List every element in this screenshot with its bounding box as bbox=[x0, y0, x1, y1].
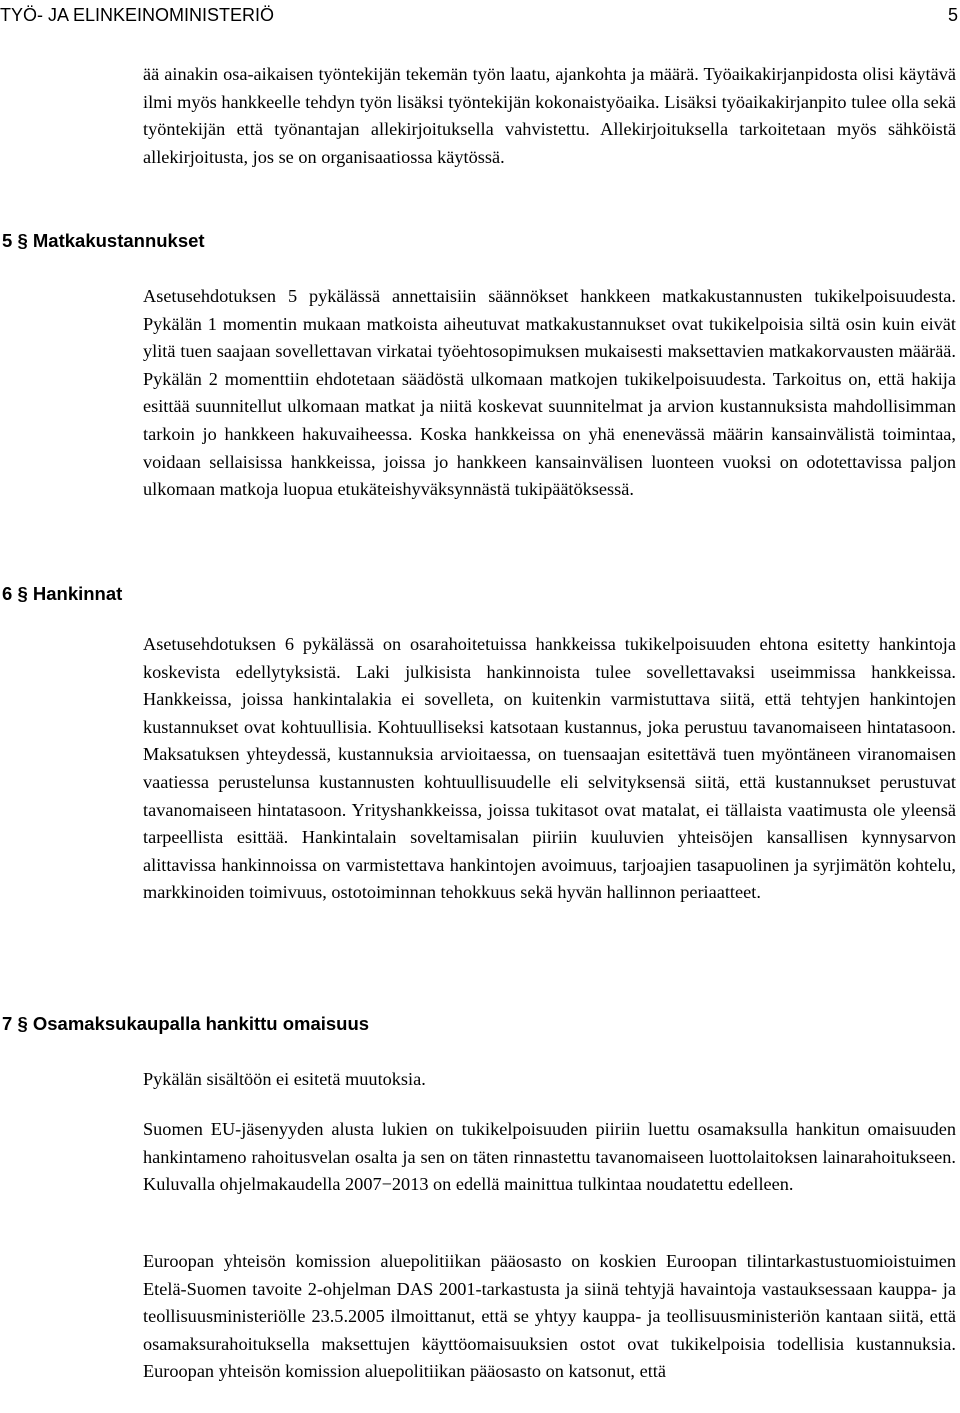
paragraph-section-7-intro: Pykälän sisältöön ei esitetä muutoksia. bbox=[143, 1069, 426, 1089]
paragraph-section-7-eu: Suomen EU-jäsenyyden alusta lukien on tukikelpoisuuden piiriin luettu osamaksulla hankitun omaisuuden hankintameno rahoitusvelan osalta ja sen on täten rinnastettu tavanomaiseen luottolaitoksen lainarahoitukseen. Kuluvalla ohjelmakaudella 2007−2013 on edellä mainittua tulkintaa noudatettu edelleen. bbox=[143, 1119, 956, 1195]
section-heading-6 bbox=[2, 581, 122, 607]
section-heading-5 bbox=[2, 228, 205, 254]
page-number: 5 bbox=[947, 5, 958, 25]
paragraph-section-5: Asetusehdotuksen 5 pykälässä annettaisiin säännökset hankkeen matkakustannusten tukikelpoisuudesta. Pykälän 1 momentin mukaan matkoista aiheutuvat matkakustannukset ovat tukikelpoisia siltä osin kuin eivät ylitä tuen saajaan sovellettavan virkatai työehtosopimuksen mukaisesti maksettavien matkakorvausten määrää. Pykälän 2 momenttiin ehdotetaan säädöstä ulkomaan matkojen tukikelpoisuudesta. Tarkoitus on, että hakija esittää suunnitellut ulkomaan matkat ja niitä koskevat suunnitelmat ja arvion kustannuksista mahdollisimman tarkoin jo hankkeen hakuvaiheessa. Koska hankkeissa on yhä enenevässä määrin kansainvälistä toimintaa, voidaan sellaisissa hankkeissa, joissa jo hankkeen kansainvälisen luonteen vuoksi on odotettavissa paljon ulkomaan matkoja luopua etukäteishyväksynnästä tukipäätöksessä. bbox=[143, 286, 956, 500]
header-ministry: TYÖ- JA ELINKEINOMINISTERIÖ bbox=[0, 5, 275, 25]
section-number: 7 bbox=[2, 1013, 13, 1034]
section-symbol: § bbox=[17, 230, 28, 251]
section-title: Hankinnat bbox=[32, 583, 123, 604]
page-header bbox=[0, 2, 960, 28]
section-title: Matkakustannukset bbox=[32, 230, 205, 251]
paragraph-section-6: Asetusehdotuksen 6 pykälässä on osarahoitetuissa hankkeissa tukikelpoisuuden ehtona esitetty hankintoja koskevista edellytyksistä. Laki julkisista hankinnoista tulee sovellettavaksi useimmissa hankkeissa. Hankkeissa, joissa hankintalakia ei sovelleta, on kuitenkin varmistuttava siitä, että tehtyjen hankintojen kustannukset ovat kohtuullisia. Kohtuulliseksi katsotaan kustannus, joka perustuu tavanomaiseen hintatasoon. Maksatuksen yhteydessä, kustannuksia arvioitaessa, on tuensaajan esitettävä tuen myöntäneen viranomaisen vaatiessa perustelunsa kustannusten kohtuullisuudelle eli selvityksensä siitä, että kustannukset perustuvat tavanomaiseen hintatasoon. Yrityshankkeissa, joissa tukitasot ovat matalat, ei tällaista vaatimusta ole yleensä tarpeellista esittää. Hankintalain soveltamisalan piiriin kuuluvien yhteisöjen kansallisen kynnysarvon alittavissa hankinnoissa on varmistettava hankintojen avoimuus, tarjoajien tasapuolinen ja syrjimätön kohtelu, markkinoiden toimivuus, ostotoiminnan tehokkuus sekä hyvän hallinnon periaatteet. bbox=[143, 634, 956, 903]
section-symbol: § bbox=[17, 1013, 28, 1034]
section-number: 6 bbox=[2, 583, 13, 604]
section-number: 5 bbox=[2, 230, 13, 251]
section-heading-7 bbox=[2, 1011, 369, 1037]
paragraph-timesheet: ää ainakin osa-aikaisen työntekijän tekemän työn laatu, ajankohta ja määrä. Työaikakirjanpidosta olisi käytävä ilmi myös hankkeelle tehdyn työn lisäksi työntekijän kokonaistyöaika. Lisäksi työaikakirjanpito tulee olla sekä työntekijän että työnantajan allekirjoituksella vahvistettu. Allekirjoituksella tarkoitetaan myös sähköistä allekirjoitusta, jos se on organisaatiossa käytössä. bbox=[143, 64, 956, 167]
section-title: Osamaksukaupalla hankittu omaisuus bbox=[32, 1013, 370, 1034]
paragraph-section-7-commission: Euroopan yhteisön komission aluepolitiikan pääosasto on koskien Euroopan tilintarkastustuomioistuimen Etelä-Suomen tavoite 2-ohjelman DAS 2001-tarkastusta ja siinä tehtyjä havaintoja vastauksessaan kauppa- ja teollisuusministeriölle 23.5.2005 ilmoittanut, että se yhtyy kauppa- ja teollisuusministeriön kantaan siitä, että osamaksurahoituksella maksettujen käyttöomaisuuksien ostot ovat tukikelpoisia todellisia kustannuksia. Euroopan yhteisön komission aluepolitiikan pääosasto on katsonut, että bbox=[143, 1251, 956, 1382]
section-symbol: § bbox=[17, 583, 28, 604]
